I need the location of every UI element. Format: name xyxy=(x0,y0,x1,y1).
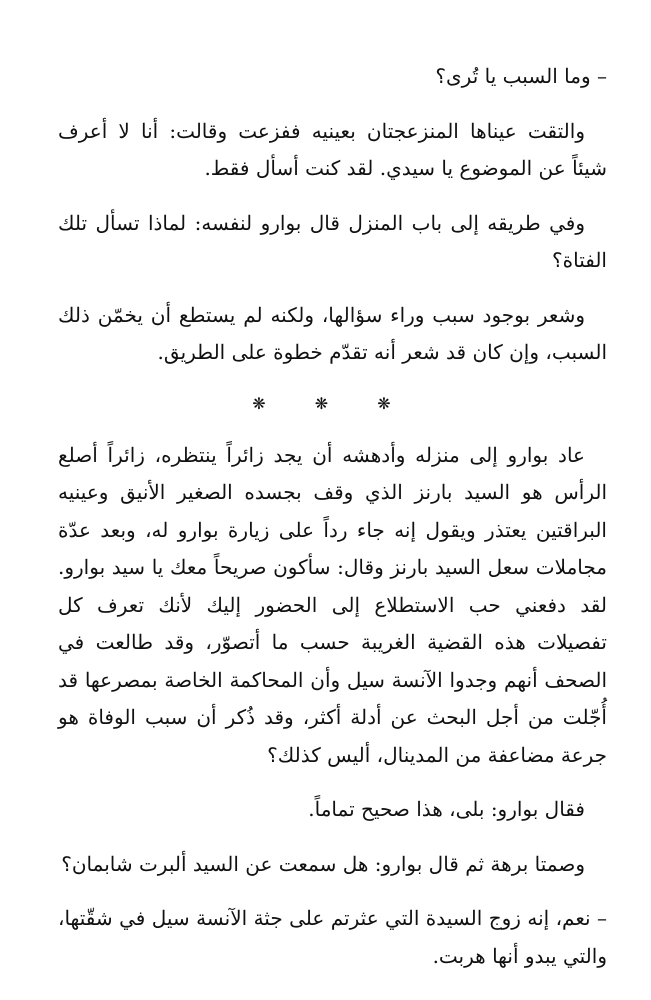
paragraph xyxy=(58,297,607,372)
paragraph xyxy=(58,437,607,775)
dialogue-line: – نعم، إنه زوج السيدة التي عثرتم على جثة الآنسة سيل في شقّتها، والتي يبدو أنها هربت. xyxy=(58,906,607,968)
paragraph-text: وفي طريقه إلى باب المنزل قال بوارو لنفسه: لماذا تسأل تلك الفتاة؟ xyxy=(58,210,607,272)
paragraph xyxy=(58,846,607,884)
paragraph xyxy=(58,113,607,188)
paragraph-text: فقال بوارو: بلى، هذا صحيح تماماً. xyxy=(308,797,585,821)
paragraph-text: وصمتا برهة ثم قال بوارو: هل سمعت عن السيد ألبرت شابمان؟ xyxy=(61,851,585,876)
paragraph-text: والتقت عيناها المنزعجتان بعينيه ففزعت وقالت: أنا لا أعرف شيئاً عن الموضوع يا سيدي. لقد كنت أسأل فقط. xyxy=(58,118,607,180)
paragraph-text: وشعر بوجود سبب وراء سؤالها، ولكنه لم يستطع أن يخمّن ذلك السبب، وإن كان قد شعر أنه تقدّم خطوة على الطريق. xyxy=(58,302,607,364)
paragraph-text: عاد بوارو إلى منزله وأدهشه أن يجد زائراً ينتظره، زائراً أصلع الرأس هو السيد بارنز الذي وقف بجسده الصغير الأنيق وعينيه البراقتين يعتذر ويقول إنه جاء رداً على زيارة بوارو له، وبعد عدّة مجاملات سعل السيد بارنز وقال: سأكون صريحاً معك يا سيد بوارو. لقد دفعني حب الاستطلاع إلى الحضور إليك لأنك تعرف كل تفصيلات هذه القضية الغريبة حسب ما أتصوّر، وقد طالعت في الصحف أنهم وجدوا الآنسة سيل وأن المحاكمة الخاصة بمصرعها قد أُجّلت من أجل البحث عن أدلة أكثر، وقد ذُكر أن سبب الوفاة هو جرعة مضاعفة من المدينال، أليس كذلك؟ xyxy=(58,442,607,767)
paragraph xyxy=(58,791,607,829)
section-separator: ❋ ❋ ❋ xyxy=(252,393,413,413)
paragraph xyxy=(58,205,607,280)
dialogue-line: – وما السبب يا تُرى؟ xyxy=(435,64,607,88)
